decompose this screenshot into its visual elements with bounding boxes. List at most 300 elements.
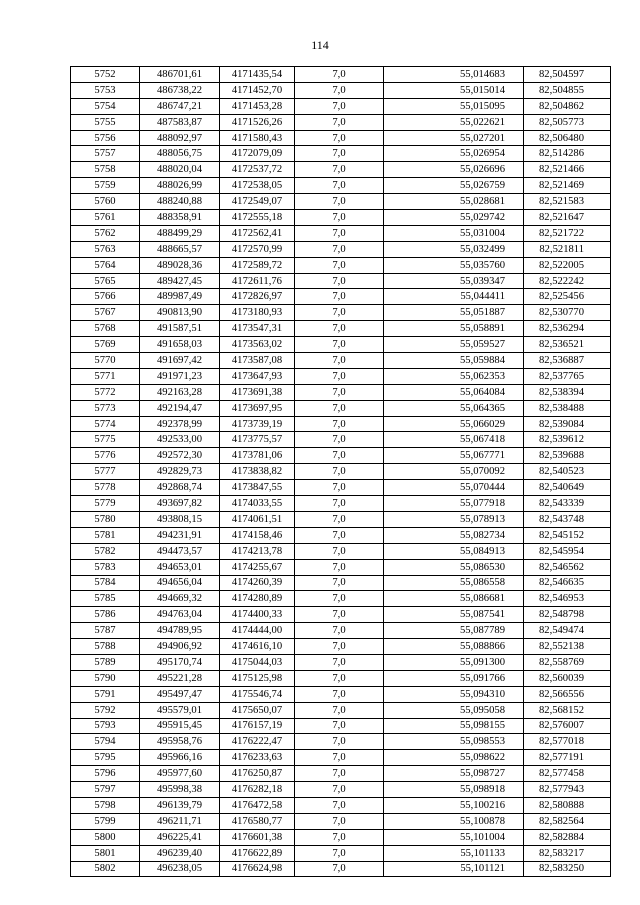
point-number-cell: 5794 [71, 734, 140, 750]
point-number-cell: 5768 [71, 321, 140, 337]
y-coordinate-cell: 4174260,39 [220, 575, 295, 591]
longitude-cell: 82,504862 [524, 98, 611, 114]
table-row [71, 527, 611, 543]
x-coordinate-cell: 486747,21 [140, 98, 220, 114]
y-coordinate-cell: 4174033,55 [220, 496, 295, 512]
x-coordinate-cell: 495966,16 [140, 750, 220, 766]
height-cell: 7,0 [295, 686, 384, 702]
y-coordinate-cell: 4174255,67 [220, 559, 295, 575]
y-coordinate-cell: 4173587,08 [220, 353, 295, 369]
longitude-cell: 82,538394 [524, 384, 611, 400]
x-coordinate-cell: 488092,97 [140, 130, 220, 146]
latitude-cell: 55,015014 [384, 82, 524, 98]
point-number-cell: 5792 [71, 702, 140, 718]
point-number-cell: 5764 [71, 257, 140, 273]
height-cell: 7,0 [295, 82, 384, 98]
point-number-cell: 5767 [71, 305, 140, 321]
coordinates-table [70, 66, 611, 877]
height-cell: 7,0 [295, 368, 384, 384]
y-coordinate-cell: 4173697,95 [220, 400, 295, 416]
latitude-cell: 55,026759 [384, 178, 524, 194]
latitude-cell: 55,070444 [384, 480, 524, 496]
latitude-cell: 55,077918 [384, 496, 524, 512]
table-row [71, 559, 611, 575]
x-coordinate-cell: 495958,76 [140, 734, 220, 750]
point-number-cell: 5784 [71, 575, 140, 591]
point-number-cell: 5773 [71, 400, 140, 416]
longitude-cell: 82,506480 [524, 130, 611, 146]
longitude-cell: 82,546953 [524, 591, 611, 607]
point-number-cell: 5754 [71, 98, 140, 114]
y-coordinate-cell: 4176624,98 [220, 861, 295, 877]
table-row [71, 368, 611, 384]
table-row [71, 607, 611, 623]
point-number-cell: 5776 [71, 448, 140, 464]
table-row [71, 639, 611, 655]
x-coordinate-cell: 488026,99 [140, 178, 220, 194]
longitude-cell: 82,582564 [524, 813, 611, 829]
longitude-cell: 82,552138 [524, 639, 611, 655]
height-cell: 7,0 [295, 464, 384, 480]
point-number-cell: 5788 [71, 639, 140, 655]
height-cell: 7,0 [295, 702, 384, 718]
point-number-cell: 5756 [71, 130, 140, 146]
height-cell: 7,0 [295, 591, 384, 607]
x-coordinate-cell: 488665,57 [140, 241, 220, 257]
table-row [71, 305, 611, 321]
height-cell: 7,0 [295, 162, 384, 178]
y-coordinate-cell: 4176250,87 [220, 766, 295, 782]
longitude-cell: 82,536294 [524, 321, 611, 337]
y-coordinate-cell: 4174213,78 [220, 543, 295, 559]
height-cell: 7,0 [295, 98, 384, 114]
point-number-cell: 5796 [71, 766, 140, 782]
table-row [71, 813, 611, 829]
table-row [71, 448, 611, 464]
point-number-cell: 5779 [71, 496, 140, 512]
y-coordinate-cell: 4171526,26 [220, 114, 295, 130]
longitude-cell: 82,558769 [524, 654, 611, 670]
y-coordinate-cell: 4174061,51 [220, 511, 295, 527]
latitude-cell: 55,101121 [384, 861, 524, 877]
x-coordinate-cell: 487583,87 [140, 114, 220, 130]
y-coordinate-cell: 4176282,18 [220, 782, 295, 798]
table-row [71, 114, 611, 130]
point-number-cell: 5753 [71, 82, 140, 98]
x-coordinate-cell: 494906,92 [140, 639, 220, 655]
latitude-cell: 55,022621 [384, 114, 524, 130]
y-coordinate-cell: 4171580,43 [220, 130, 295, 146]
latitude-cell: 55,095058 [384, 702, 524, 718]
y-coordinate-cell: 4172537,72 [220, 162, 295, 178]
table-row [71, 98, 611, 114]
x-coordinate-cell: 491587,51 [140, 321, 220, 337]
latitude-cell: 55,031004 [384, 225, 524, 241]
y-coordinate-cell: 4176622,89 [220, 845, 295, 861]
point-number-cell: 5802 [71, 861, 140, 877]
latitude-cell: 55,067418 [384, 432, 524, 448]
latitude-cell: 55,029742 [384, 210, 524, 226]
longitude-cell: 82,530770 [524, 305, 611, 321]
coordinates-table-body [71, 67, 611, 877]
longitude-cell: 82,580888 [524, 797, 611, 813]
height-cell: 7,0 [295, 178, 384, 194]
latitude-cell: 55,086558 [384, 575, 524, 591]
longitude-cell: 82,566556 [524, 686, 611, 702]
table-row [71, 782, 611, 798]
latitude-cell: 55,044411 [384, 289, 524, 305]
latitude-cell: 55,084913 [384, 543, 524, 559]
table-row [71, 591, 611, 607]
height-cell: 7,0 [295, 766, 384, 782]
x-coordinate-cell: 494231,91 [140, 527, 220, 543]
latitude-cell: 55,028681 [384, 194, 524, 210]
latitude-cell: 55,094310 [384, 686, 524, 702]
height-cell: 7,0 [295, 782, 384, 798]
table-row [71, 162, 611, 178]
point-number-cell: 5761 [71, 210, 140, 226]
table-row [71, 670, 611, 686]
point-number-cell: 5765 [71, 273, 140, 289]
height-cell: 7,0 [295, 400, 384, 416]
point-number-cell: 5791 [71, 686, 140, 702]
longitude-cell: 82,539084 [524, 416, 611, 432]
height-cell: 7,0 [295, 257, 384, 273]
latitude-cell: 55,086530 [384, 559, 524, 575]
table-row [71, 797, 611, 813]
x-coordinate-cell: 495579,01 [140, 702, 220, 718]
point-number-cell: 5778 [71, 480, 140, 496]
table-row [71, 273, 611, 289]
point-number-cell: 5789 [71, 654, 140, 670]
y-coordinate-cell: 4171435,54 [220, 67, 295, 83]
x-coordinate-cell: 488056,75 [140, 146, 220, 162]
y-coordinate-cell: 4172562,41 [220, 225, 295, 241]
y-coordinate-cell: 4172570,99 [220, 241, 295, 257]
table-row [71, 511, 611, 527]
longitude-cell: 82,577018 [524, 734, 611, 750]
y-coordinate-cell: 4176472,58 [220, 797, 295, 813]
x-coordinate-cell: 495497,47 [140, 686, 220, 702]
x-coordinate-cell: 495170,74 [140, 654, 220, 670]
latitude-cell: 55,091300 [384, 654, 524, 670]
table-row [71, 654, 611, 670]
latitude-cell: 55,059884 [384, 353, 524, 369]
latitude-cell: 55,062353 [384, 368, 524, 384]
table-row [71, 750, 611, 766]
y-coordinate-cell: 4173180,93 [220, 305, 295, 321]
longitude-cell: 82,539612 [524, 432, 611, 448]
y-coordinate-cell: 4176601,38 [220, 829, 295, 845]
latitude-cell: 55,070092 [384, 464, 524, 480]
y-coordinate-cell: 4176233,63 [220, 750, 295, 766]
table-row [71, 353, 611, 369]
point-number-cell: 5787 [71, 623, 140, 639]
height-cell: 7,0 [295, 416, 384, 432]
x-coordinate-cell: 496139,79 [140, 797, 220, 813]
longitude-cell: 82,521647 [524, 210, 611, 226]
y-coordinate-cell: 4173647,93 [220, 368, 295, 384]
point-number-cell: 5781 [71, 527, 140, 543]
table-row [71, 432, 611, 448]
y-coordinate-cell: 4173781,06 [220, 448, 295, 464]
y-coordinate-cell: 4173691,38 [220, 384, 295, 400]
height-cell: 7,0 [295, 432, 384, 448]
point-number-cell: 5777 [71, 464, 140, 480]
y-coordinate-cell: 4171452,70 [220, 82, 295, 98]
y-coordinate-cell: 4172826,97 [220, 289, 295, 305]
height-cell: 7,0 [295, 321, 384, 337]
y-coordinate-cell: 4172555,18 [220, 210, 295, 226]
point-number-cell: 5798 [71, 797, 140, 813]
height-cell: 7,0 [295, 861, 384, 877]
point-number-cell: 5797 [71, 782, 140, 798]
x-coordinate-cell: 489987,49 [140, 289, 220, 305]
x-coordinate-cell: 494656,04 [140, 575, 220, 591]
y-coordinate-cell: 4175650,07 [220, 702, 295, 718]
longitude-cell: 82,514286 [524, 146, 611, 162]
y-coordinate-cell: 4175546,74 [220, 686, 295, 702]
x-coordinate-cell: 492378,99 [140, 416, 220, 432]
table-row [71, 464, 611, 480]
height-cell: 7,0 [295, 273, 384, 289]
point-number-cell: 5801 [71, 845, 140, 861]
x-coordinate-cell: 494669,32 [140, 591, 220, 607]
latitude-cell: 55,032499 [384, 241, 524, 257]
y-coordinate-cell: 4173547,31 [220, 321, 295, 337]
x-coordinate-cell: 492163,28 [140, 384, 220, 400]
point-number-cell: 5772 [71, 384, 140, 400]
point-number-cell: 5786 [71, 607, 140, 623]
point-number-cell: 5763 [71, 241, 140, 257]
longitude-cell: 82,543748 [524, 511, 611, 527]
point-number-cell: 5790 [71, 670, 140, 686]
height-cell: 7,0 [295, 353, 384, 369]
height-cell: 7,0 [295, 194, 384, 210]
x-coordinate-cell: 494473,57 [140, 543, 220, 559]
table-row [71, 861, 611, 877]
latitude-cell: 55,035760 [384, 257, 524, 273]
longitude-cell: 82,504597 [524, 67, 611, 83]
y-coordinate-cell: 4173739,19 [220, 416, 295, 432]
longitude-cell: 82,521811 [524, 241, 611, 257]
y-coordinate-cell: 4174280,89 [220, 591, 295, 607]
longitude-cell: 82,577458 [524, 766, 611, 782]
latitude-cell: 55,059527 [384, 337, 524, 353]
latitude-cell: 55,098622 [384, 750, 524, 766]
table-row [71, 575, 611, 591]
table-row [71, 67, 611, 83]
table-row [71, 845, 611, 861]
longitude-cell: 82,583250 [524, 861, 611, 877]
height-cell: 7,0 [295, 797, 384, 813]
table-row [71, 543, 611, 559]
point-number-cell: 5783 [71, 559, 140, 575]
latitude-cell: 55,098918 [384, 782, 524, 798]
point-number-cell: 5769 [71, 337, 140, 353]
longitude-cell: 82,540523 [524, 464, 611, 480]
latitude-cell: 55,098727 [384, 766, 524, 782]
table-row [71, 257, 611, 273]
longitude-cell: 82,536521 [524, 337, 611, 353]
x-coordinate-cell: 496239,40 [140, 845, 220, 861]
x-coordinate-cell: 492533,00 [140, 432, 220, 448]
height-cell: 7,0 [295, 559, 384, 575]
height-cell: 7,0 [295, 496, 384, 512]
latitude-cell: 55,058891 [384, 321, 524, 337]
longitude-cell: 82,540649 [524, 480, 611, 496]
latitude-cell: 55,014683 [384, 67, 524, 83]
latitude-cell: 55,098553 [384, 734, 524, 750]
latitude-cell: 55,087789 [384, 623, 524, 639]
table-row [71, 400, 611, 416]
table-row [71, 686, 611, 702]
longitude-cell: 82,525456 [524, 289, 611, 305]
x-coordinate-cell: 492829,73 [140, 464, 220, 480]
latitude-cell: 55,098155 [384, 718, 524, 734]
table-row [71, 146, 611, 162]
y-coordinate-cell: 4173847,55 [220, 480, 295, 496]
table-row [71, 702, 611, 718]
x-coordinate-cell: 496238,05 [140, 861, 220, 877]
longitude-cell: 82,549474 [524, 623, 611, 639]
height-cell: 7,0 [295, 210, 384, 226]
longitude-cell: 82,545152 [524, 527, 611, 543]
longitude-cell: 82,537765 [524, 368, 611, 384]
latitude-cell: 55,082734 [384, 527, 524, 543]
x-coordinate-cell: 493697,82 [140, 496, 220, 512]
longitude-cell: 82,546635 [524, 575, 611, 591]
height-cell: 7,0 [295, 130, 384, 146]
y-coordinate-cell: 4172611,76 [220, 273, 295, 289]
y-coordinate-cell: 4176580,77 [220, 813, 295, 829]
y-coordinate-cell: 4171453,28 [220, 98, 295, 114]
height-cell: 7,0 [295, 67, 384, 83]
longitude-cell: 82,521469 [524, 178, 611, 194]
x-coordinate-cell: 489028,36 [140, 257, 220, 273]
table-row [71, 384, 611, 400]
x-coordinate-cell: 491697,42 [140, 353, 220, 369]
longitude-cell: 82,543339 [524, 496, 611, 512]
point-number-cell: 5775 [71, 432, 140, 448]
point-number-cell: 5755 [71, 114, 140, 130]
table-row [71, 416, 611, 432]
point-number-cell: 5766 [71, 289, 140, 305]
x-coordinate-cell: 494789,95 [140, 623, 220, 639]
x-coordinate-cell: 496225,41 [140, 829, 220, 845]
point-number-cell: 5771 [71, 368, 140, 384]
table-row [71, 210, 611, 226]
table-row [71, 623, 611, 639]
point-number-cell: 5782 [71, 543, 140, 559]
height-cell: 7,0 [295, 639, 384, 655]
table-row [71, 194, 611, 210]
height-cell: 7,0 [295, 337, 384, 353]
y-coordinate-cell: 4176157,19 [220, 718, 295, 734]
height-cell: 7,0 [295, 607, 384, 623]
latitude-cell: 55,026696 [384, 162, 524, 178]
point-number-cell: 5799 [71, 813, 140, 829]
latitude-cell: 55,100878 [384, 813, 524, 829]
y-coordinate-cell: 4174444,00 [220, 623, 295, 639]
table-row [71, 289, 611, 305]
x-coordinate-cell: 491971,23 [140, 368, 220, 384]
y-coordinate-cell: 4174158,46 [220, 527, 295, 543]
height-cell: 7,0 [295, 384, 384, 400]
table-row [71, 337, 611, 353]
x-coordinate-cell: 495998,38 [140, 782, 220, 798]
point-number-cell: 5762 [71, 225, 140, 241]
x-coordinate-cell: 494653,01 [140, 559, 220, 575]
longitude-cell: 82,548798 [524, 607, 611, 623]
y-coordinate-cell: 4175125,98 [220, 670, 295, 686]
height-cell: 7,0 [295, 289, 384, 305]
table-row [71, 829, 611, 845]
y-coordinate-cell: 4172079,09 [220, 146, 295, 162]
latitude-cell: 55,067771 [384, 448, 524, 464]
point-number-cell: 5795 [71, 750, 140, 766]
table-row [71, 718, 611, 734]
x-coordinate-cell: 495915,45 [140, 718, 220, 734]
height-cell: 7,0 [295, 750, 384, 766]
height-cell: 7,0 [295, 527, 384, 543]
latitude-cell: 55,101133 [384, 845, 524, 861]
height-cell: 7,0 [295, 225, 384, 241]
x-coordinate-cell: 488240,88 [140, 194, 220, 210]
y-coordinate-cell: 4172538,05 [220, 178, 295, 194]
latitude-cell: 55,101004 [384, 829, 524, 845]
point-number-cell: 5770 [71, 353, 140, 369]
y-coordinate-cell: 4174400,33 [220, 607, 295, 623]
longitude-cell: 82,504855 [524, 82, 611, 98]
x-coordinate-cell: 496211,71 [140, 813, 220, 829]
latitude-cell: 55,039347 [384, 273, 524, 289]
longitude-cell: 82,577191 [524, 750, 611, 766]
height-cell: 7,0 [295, 480, 384, 496]
y-coordinate-cell: 4174616,10 [220, 639, 295, 655]
height-cell: 7,0 [295, 575, 384, 591]
x-coordinate-cell: 492868,74 [140, 480, 220, 496]
point-number-cell: 5752 [71, 67, 140, 83]
x-coordinate-cell: 491658,03 [140, 337, 220, 353]
x-coordinate-cell: 493808,15 [140, 511, 220, 527]
latitude-cell: 55,051887 [384, 305, 524, 321]
latitude-cell: 55,026954 [384, 146, 524, 162]
height-cell: 7,0 [295, 654, 384, 670]
y-coordinate-cell: 4175044,03 [220, 654, 295, 670]
page-number: 114 [311, 38, 329, 52]
longitude-cell: 82,560039 [524, 670, 611, 686]
x-coordinate-cell: 486701,61 [140, 67, 220, 83]
point-number-cell: 5793 [71, 718, 140, 734]
latitude-cell: 55,066029 [384, 416, 524, 432]
latitude-cell: 55,087541 [384, 607, 524, 623]
table-row [71, 178, 611, 194]
latitude-cell: 55,015095 [384, 98, 524, 114]
longitude-cell: 82,577943 [524, 782, 611, 798]
y-coordinate-cell: 4176222,47 [220, 734, 295, 750]
table-row [71, 321, 611, 337]
table-row [71, 241, 611, 257]
longitude-cell: 82,546562 [524, 559, 611, 575]
height-cell: 7,0 [295, 813, 384, 829]
longitude-cell: 82,521466 [524, 162, 611, 178]
height-cell: 7,0 [295, 734, 384, 750]
longitude-cell: 82,505773 [524, 114, 611, 130]
point-number-cell: 5759 [71, 178, 140, 194]
height-cell: 7,0 [295, 114, 384, 130]
latitude-cell: 55,091766 [384, 670, 524, 686]
